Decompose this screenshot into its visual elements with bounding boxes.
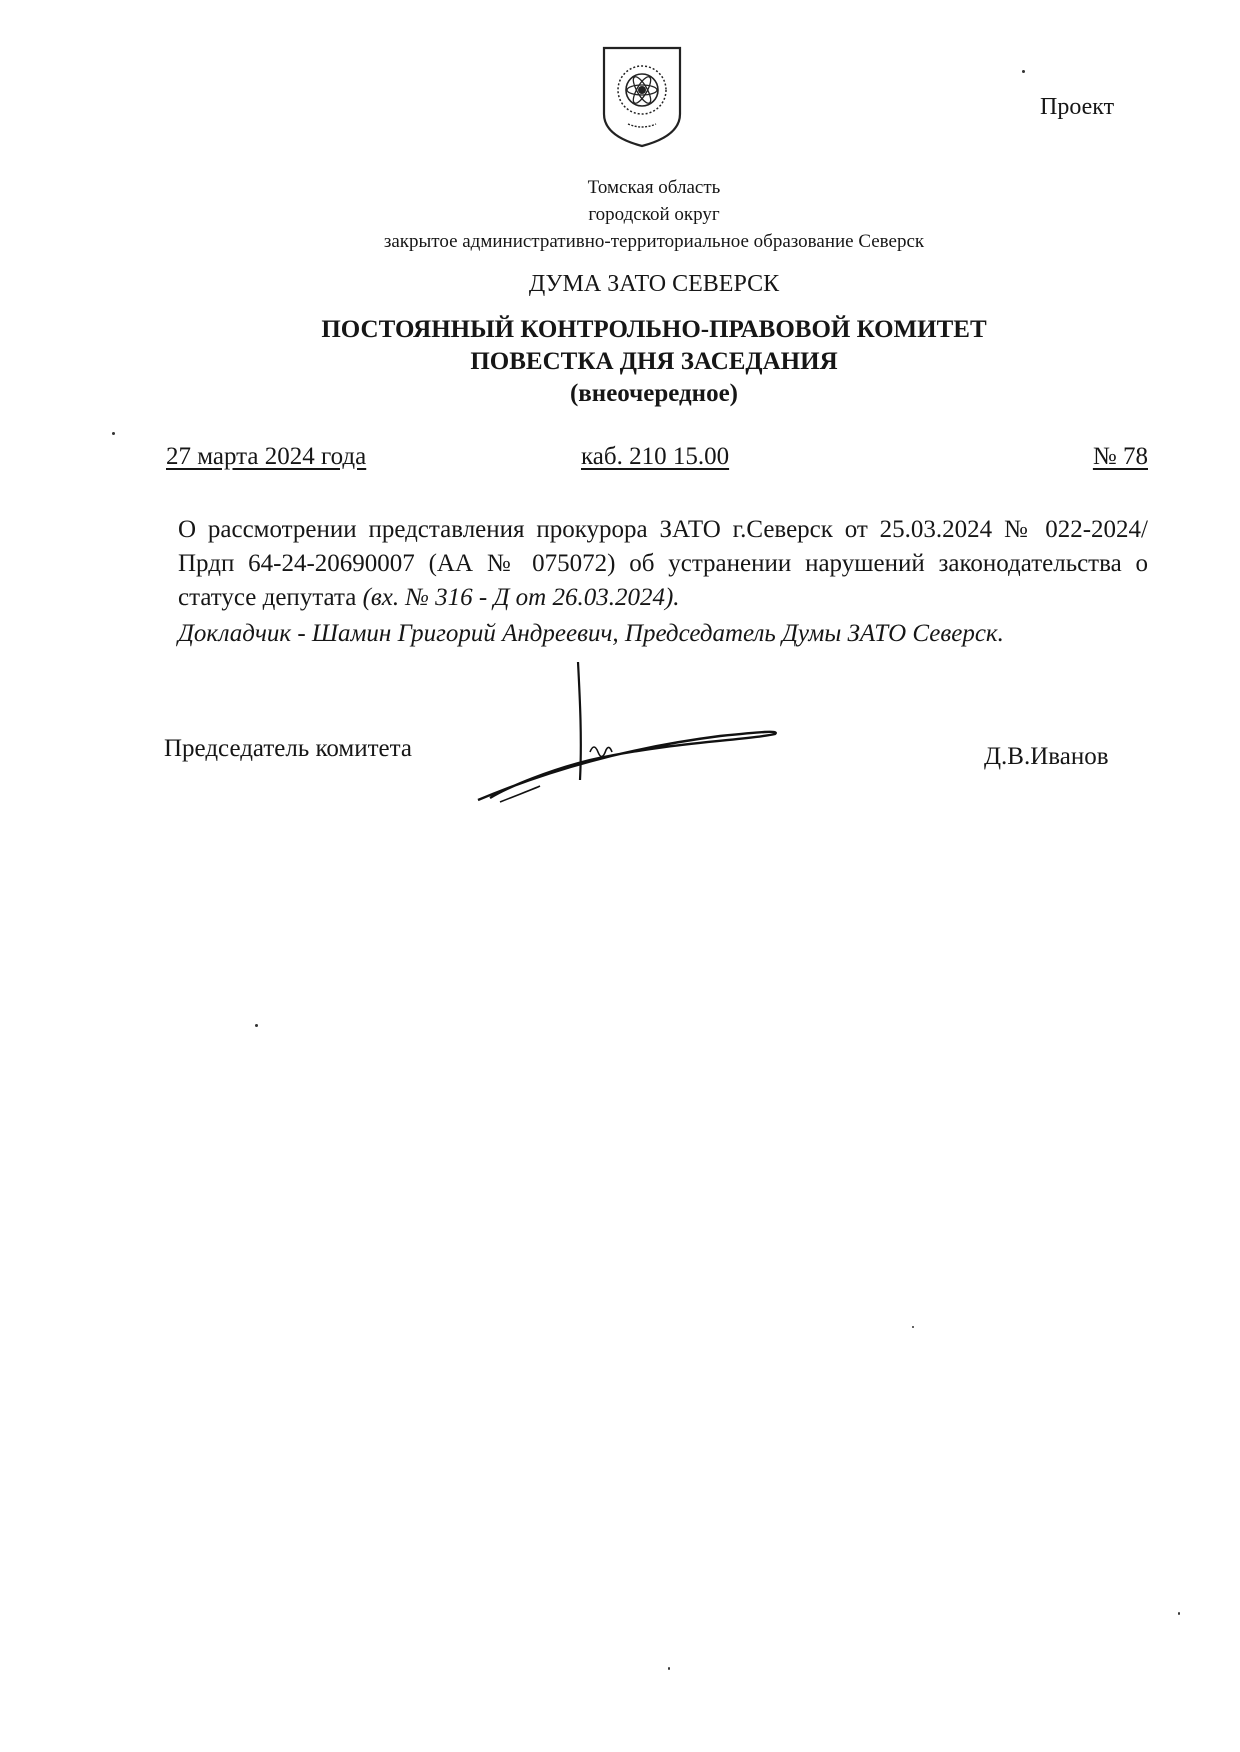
org-name: ДУМА ЗАТО СЕВЕРСК — [528, 271, 780, 297]
meeting-number: № 78 — [1092, 443, 1148, 470]
scan-speck — [1022, 70, 1025, 73]
issuer-header — [0, 174, 1240, 255]
draft-label: Проект — [1040, 94, 1115, 120]
agenda-item-body: О рассмотрении представления прокурора ЗАТО г.Северск от 25.03.2024 № 022-2024/Прдп 64-24-20690007 (АА № 075072) об устранении нарушений законодательства о статусе депутата — [178, 516, 1148, 611]
header-district: городской округ — [588, 204, 720, 225]
signatory-position: Председатель комитета — [164, 735, 412, 762]
scan-speck — [1178, 1612, 1180, 1615]
agenda-speaker: Докладчик - Шамин Григорий Андреевич, Председатель Думы ЗАТО Северск. — [178, 620, 1004, 647]
session-type: (внеочередное) — [569, 380, 739, 407]
header-region: Томская область — [587, 177, 721, 198]
committee-name: ПОСТОЯННЫЙ КОНТРОЛЬНО-ПРАВОВОЙ КОМИТЕТ — [321, 316, 987, 343]
committee-title-block — [0, 314, 1240, 410]
seversk-coat-of-arms-icon — [600, 44, 684, 150]
scan-speck — [668, 1667, 670, 1670]
header-city: закрытое административно-территориальное образование Северск — [383, 231, 925, 252]
meeting-date: 27 марта 2024 года — [166, 443, 367, 470]
agenda-item — [178, 513, 1148, 615]
agenda-heading: ПОВЕСТКА ДНЯ ЗАСЕДАНИЯ — [470, 348, 838, 375]
signatory-name: Д.В.Иванов — [984, 743, 1109, 770]
scan-speck — [255, 1024, 258, 1027]
meeting-room-time: каб. 210 15.00 — [581, 443, 730, 470]
scan-speck — [112, 432, 115, 435]
scan-speck — [912, 1326, 914, 1328]
handwritten-signature-icon — [470, 660, 790, 810]
agenda-item-text — [178, 513, 1148, 615]
agenda-item-reference: (вх. № 316 - Д от 26.03.2024). — [362, 584, 680, 611]
